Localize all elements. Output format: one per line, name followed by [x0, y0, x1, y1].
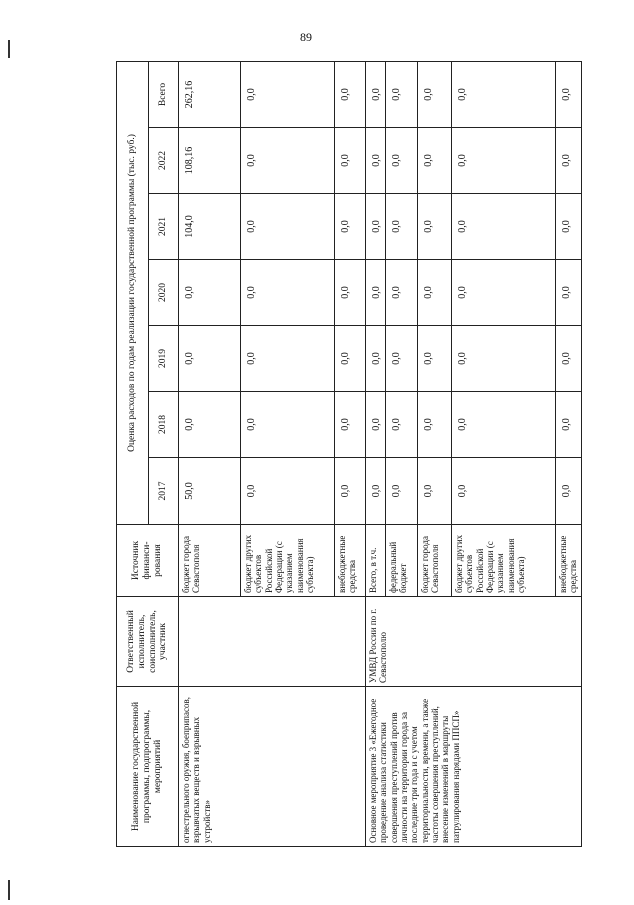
value-cell: 0,0 [386, 326, 418, 392]
value-cell: 0,0 [386, 128, 418, 194]
header-name: Наименование государственной программы, подпрограммы, мероприятий [117, 687, 179, 847]
rotated-table-container [116, 62, 579, 847]
value-cell: 0,0 [366, 458, 386, 525]
value-cell: 0,0 [366, 194, 386, 260]
value-cell: 0,0 [452, 128, 556, 194]
value-cell: 0,0 [418, 260, 452, 326]
header-total: Всего [149, 61, 179, 127]
value-cell: 0,0 [418, 61, 452, 127]
funding-source: внебюджетные средства [335, 525, 366, 597]
value-cell: 0,0 [179, 326, 241, 392]
value-cell: 0,0 [241, 260, 335, 326]
value-cell: 0,0 [386, 260, 418, 326]
value-cell: 0,0 [335, 128, 366, 194]
value-cell: 0,0 [452, 260, 556, 326]
program-name: огнестрельного оружия, боеприпасов, взрывчатых веществ и взрывных устройств» [179, 687, 366, 847]
responsible: УМВД России по г. Севастополю [366, 597, 582, 687]
funding-source: бюджет города Севастополя [418, 525, 452, 597]
value-cell: 0,0 [556, 458, 582, 525]
value-cell: 0,0 [556, 392, 582, 458]
value-cell: 0,0 [452, 392, 556, 458]
value-cell: 0,0 [386, 61, 418, 127]
value-cell: 108,16 [179, 128, 241, 194]
value-cell: 0,0 [556, 61, 582, 127]
value-cell: 0,0 [418, 458, 452, 525]
value-cell: 0,0 [452, 61, 556, 127]
value-cell: 0,0 [335, 61, 366, 127]
funding-source: внебюджетные средства [556, 525, 582, 597]
header-year: 2021 [149, 194, 179, 260]
value-cell: 0,0 [418, 128, 452, 194]
value-cell: 104,0 [179, 194, 241, 260]
responsible [179, 597, 366, 687]
funding-source: Всего, в т.ч. [366, 525, 386, 597]
left-margin-mark [8, 40, 10, 58]
value-cell: 0,0 [556, 128, 582, 194]
value-cell: 0,0 [366, 128, 386, 194]
value-cell: 0,0 [452, 458, 556, 525]
funding-source: федеральный бюджет [386, 525, 418, 597]
budget-table [116, 61, 582, 847]
left-margin-mark [8, 880, 10, 900]
header-year: 2020 [149, 260, 179, 326]
value-cell: 0,0 [386, 194, 418, 260]
value-cell: 0,0 [366, 61, 386, 127]
header-year: 2017 [149, 458, 179, 525]
value-cell: 0,0 [335, 392, 366, 458]
value-cell: 0,0 [556, 326, 582, 392]
value-cell: 0,0 [241, 458, 335, 525]
value-cell: 0,0 [179, 392, 241, 458]
value-cell: 0,0 [366, 260, 386, 326]
value-cell: 0,0 [335, 260, 366, 326]
value-cell: 0,0 [418, 326, 452, 392]
value-cell: 0,0 [241, 326, 335, 392]
value-cell: 0,0 [179, 260, 241, 326]
value-cell: 0,0 [418, 392, 452, 458]
value-cell: 0,0 [241, 61, 335, 127]
value-cell: 0,0 [386, 458, 418, 525]
table-row [366, 61, 386, 846]
value-cell: 0,0 [241, 194, 335, 260]
value-cell: 0,0 [335, 458, 366, 525]
value-cell: 0,0 [366, 326, 386, 392]
value-cell: 0,0 [241, 128, 335, 194]
value-cell: 0,0 [386, 392, 418, 458]
header-year: 2022 [149, 128, 179, 194]
value-cell: 262,16 [179, 61, 241, 127]
funding-source: бюджет города Севастополя [179, 525, 241, 597]
funding-source: бюджет других субъектов Российской Федерации (с указанием наименования субъекта) [241, 525, 335, 597]
header-responsible: Ответственный исполнитель, соисполнитель, участник [117, 597, 179, 687]
program-name: Основное мероприятие 3 «Ежегодное проведение анализа статистики совершения преступлений против личности на территории города за последние три года и с учетом территориальности, времени, а также частоты совершения преступлений, внесение изменений в маршруты патрулирования нарядами ППСП» [366, 687, 582, 847]
header-year: 2019 [149, 326, 179, 392]
header-estimate: Оценка расходов по годам реализации государственной программы (тыс. руб.) [117, 61, 149, 524]
value-cell: 0,0 [556, 260, 582, 326]
table-row [179, 61, 241, 846]
value-cell: 0,0 [335, 194, 366, 260]
value-cell: 0,0 [556, 194, 582, 260]
header-year: 2018 [149, 392, 179, 458]
value-cell: 0,0 [241, 392, 335, 458]
page-number: 89 [300, 30, 312, 44]
value-cell: 0,0 [452, 326, 556, 392]
value-cell: 0,0 [335, 326, 366, 392]
value-cell: 50,0 [179, 458, 241, 525]
value-cell: 0,0 [366, 392, 386, 458]
header-source: Источник финанси-рования [117, 525, 179, 597]
funding-source: бюджет других субъектов Российской Федерации (с указанием наименования субъекта) [452, 525, 556, 597]
value-cell: 0,0 [452, 194, 556, 260]
value-cell: 0,0 [418, 194, 452, 260]
